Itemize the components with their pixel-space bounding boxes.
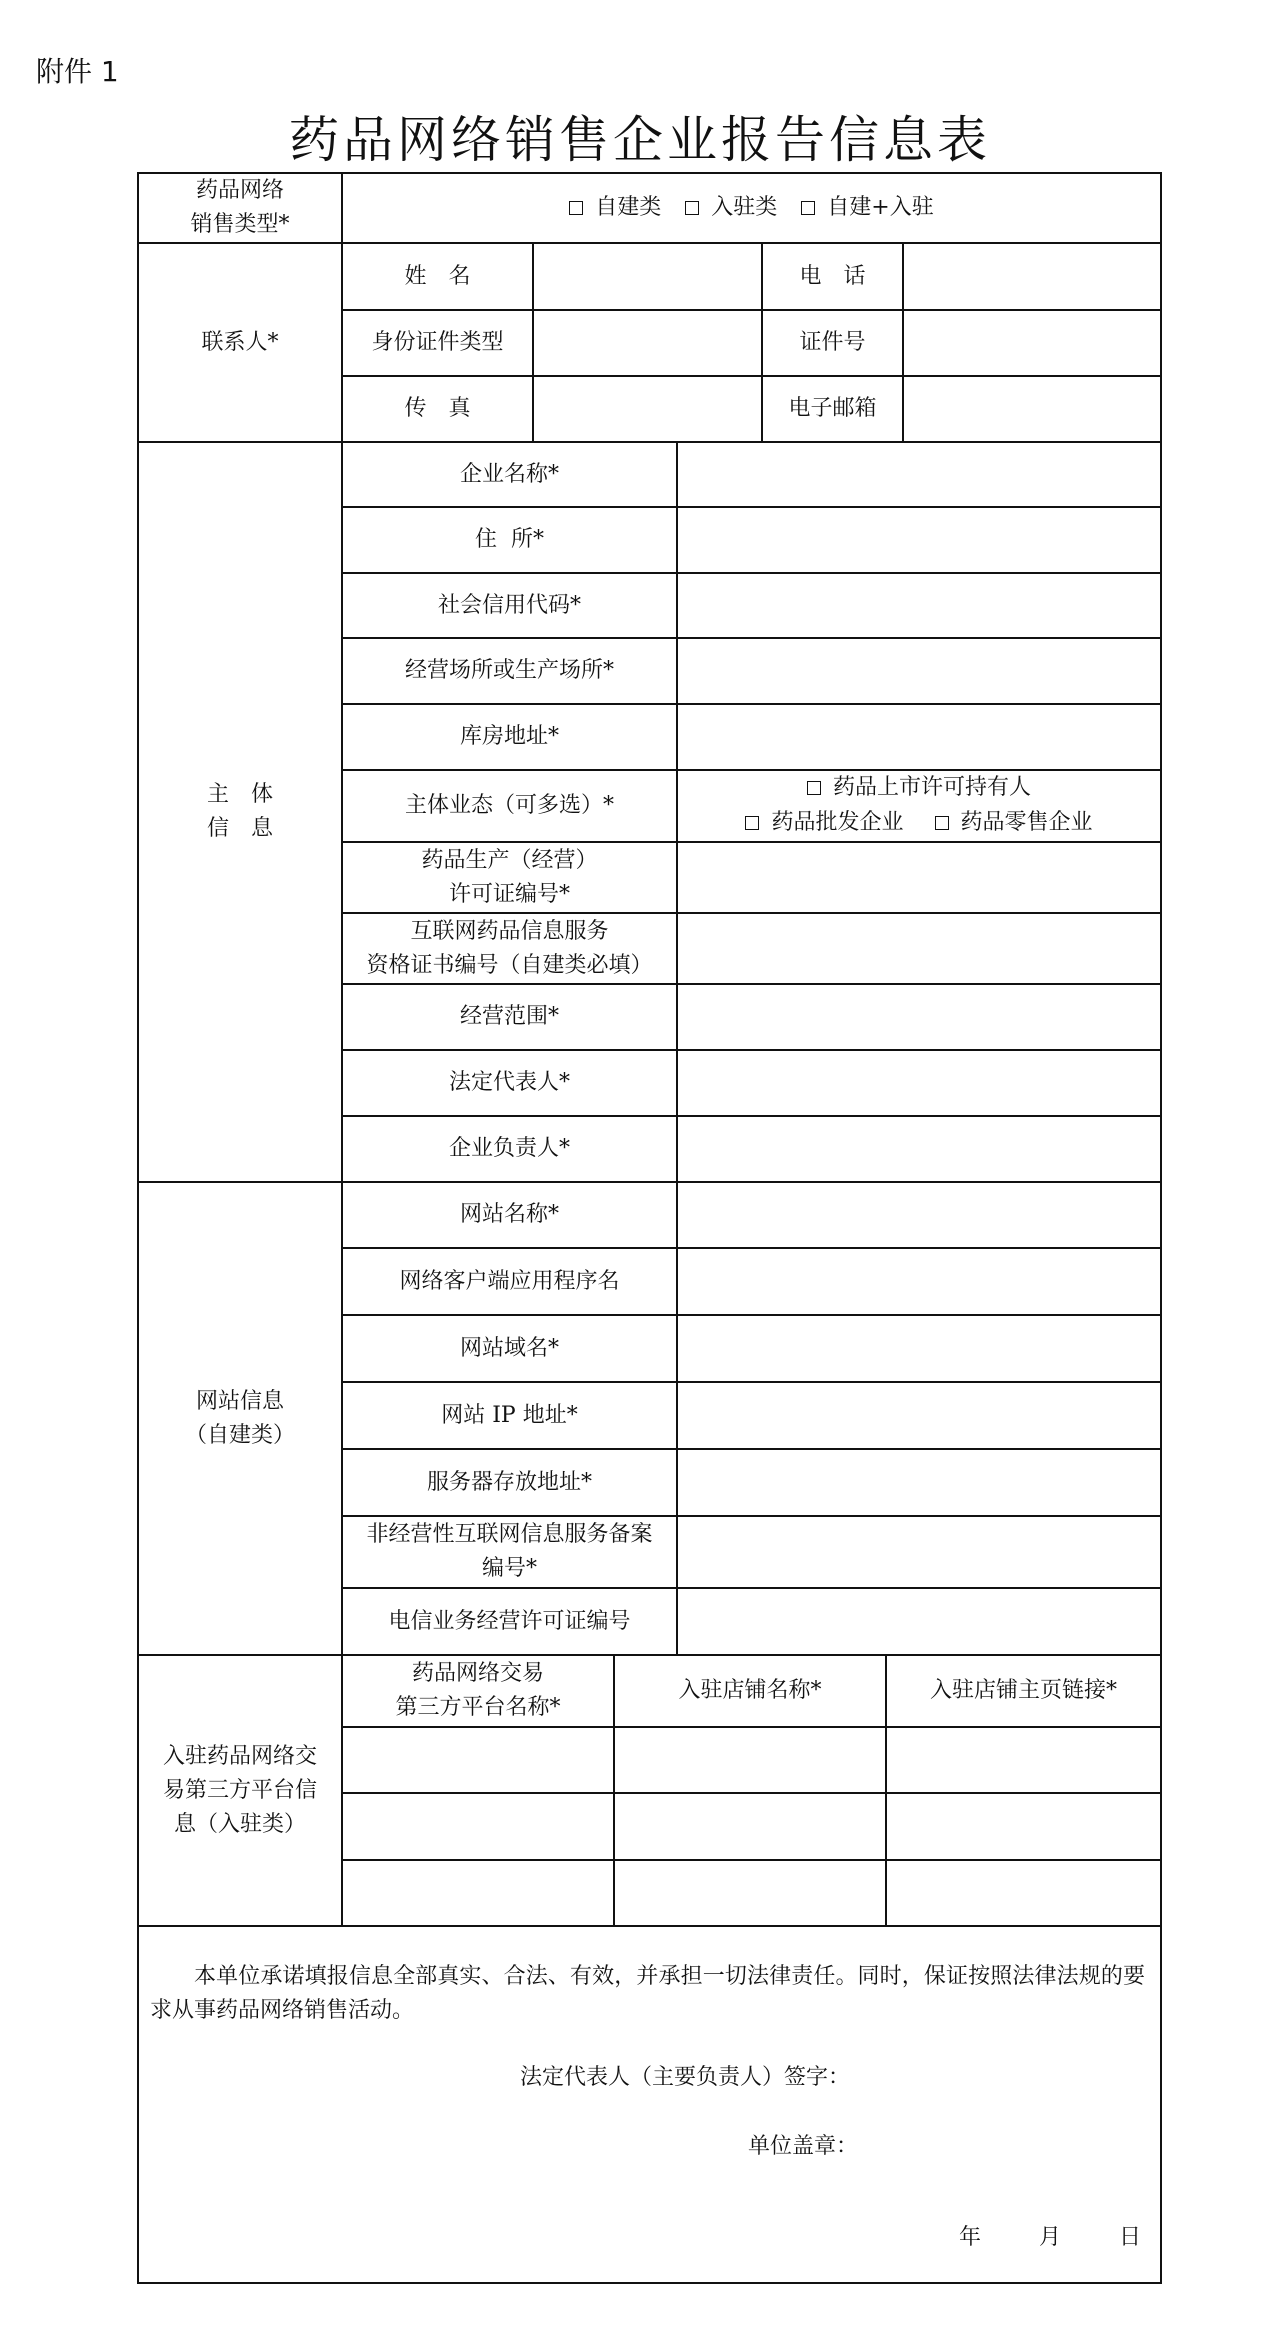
contact-email-field[interactable] <box>903 376 1161 442</box>
entity-field-principal: 企业负责人* <box>448 1136 570 1161</box>
type-options <box>342 173 1161 243</box>
contact-name-field[interactable] <box>533 243 762 310</box>
website-section-label: 网站信息 （自建类） <box>184 1388 295 1448</box>
website-field-name: 网站名称* <box>459 1202 559 1227</box>
contact-fax-field[interactable] <box>533 376 762 442</box>
license-no-input[interactable] <box>677 842 1161 913</box>
type-label: 药品网络 销售类型* <box>190 178 290 237</box>
attachment-label: 附件 1 <box>36 55 119 88</box>
icp-record-input[interactable] <box>677 1516 1161 1588</box>
option-label: 药品上市许可持有人 <box>832 775 1031 800</box>
date-day: 日 <box>1118 2225 1141 2250</box>
contact-fax-label: 传 真 <box>404 396 471 421</box>
ip-input[interactable] <box>677 1382 1161 1449</box>
app-name-input[interactable] <box>677 1248 1161 1315</box>
entity-field-license-no: 药品生产（经营） 许可证编号* <box>421 847 598 907</box>
address-input[interactable] <box>677 507 1161 573</box>
contact-label: 联系人* <box>201 329 279 355</box>
telecom-license-input[interactable] <box>677 1588 1161 1655</box>
company-name-input[interactable] <box>677 442 1161 507</box>
date-year: 年 <box>958 2225 981 2250</box>
entity-field-warehouse: 库房地址* <box>459 724 559 749</box>
website-field-icp-record: 非经营性互联网信息服务备案 编号* <box>366 1522 653 1581</box>
business-scope-input[interactable] <box>677 984 1161 1050</box>
signature-label: 法定代表人（主要负责人）签字： <box>520 2065 851 2090</box>
platform-header-shop-name: 入驻店铺名称* <box>678 1678 822 1703</box>
website-field-server-location: 服务器存放地址* <box>426 1469 592 1495</box>
date-month: 月 <box>1038 2225 1061 2250</box>
entity-field-internet-cert-no: 互联网药品信息服务 资格证书编号（自建类必填） <box>366 918 653 978</box>
entity-field-company-name: 企业名称* <box>459 461 559 487</box>
option-label: 入驻类 <box>711 195 778 220</box>
website-field-ip: 网站 IP 地址* <box>441 1402 578 1428</box>
checkbox-icon[interactable] <box>807 781 821 795</box>
contact-phone-label: 电 话 <box>799 263 866 289</box>
platform-header-name: 药品网络交易 第三方平台名称* <box>395 1661 561 1720</box>
entity-field-legal-rep: 法定代表人* <box>448 1070 570 1095</box>
platform-row-3-link[interactable] <box>886 1860 1161 1926</box>
legal-rep-input[interactable] <box>677 1050 1161 1116</box>
contact-email-label: 电子邮箱 <box>788 396 877 421</box>
credit-code-input[interactable] <box>677 573 1161 638</box>
business-option-wholesale[interactable] <box>745 806 903 840</box>
server-location-input[interactable] <box>677 1449 1161 1516</box>
checkbox-icon[interactable] <box>801 201 815 215</box>
domain-input[interactable] <box>677 1315 1161 1382</box>
entity-section-label: 主 体 信 息 <box>206 782 273 841</box>
entity-field-business-scope: 经营范围* <box>459 1004 559 1029</box>
platform-row-1-shop[interactable] <box>614 1727 886 1793</box>
platform-row-3-name[interactable] <box>342 1860 614 1926</box>
business-type-options <box>677 770 1161 842</box>
website-field-domain: 网站域名* <box>459 1335 559 1361</box>
platform-row-1-name[interactable] <box>342 1727 614 1793</box>
contact-id-no-label: 证件号 <box>799 330 866 355</box>
contact-id-type-field[interactable] <box>533 310 762 376</box>
platform-row-2-link[interactable] <box>886 1793 1161 1860</box>
platform-row-3-shop[interactable] <box>614 1860 886 1926</box>
seal-label: 单位盖章： <box>748 2134 859 2159</box>
contact-phone-field[interactable] <box>903 243 1161 310</box>
checkbox-icon[interactable] <box>935 816 949 830</box>
option-label: 药品零售企业 <box>960 810 1093 835</box>
platform-header-shop-link: 入驻店铺主页链接* <box>929 1678 1117 1703</box>
entity-field-credit-code: 社会信用代码* <box>437 592 581 618</box>
form-title: 药品网络销售企业报告信息表 <box>289 111 991 169</box>
platform-row-2-shop[interactable] <box>614 1793 886 1860</box>
contact-name-label: 姓 名 <box>404 263 471 289</box>
contact-id-type-label: 身份证件类型 <box>371 330 504 355</box>
type-option-settled[interactable] <box>685 191 777 225</box>
option-label: 药品批发企业 <box>771 810 904 835</box>
website-field-telecom-license: 电信业务经营许可证编号 <box>388 1608 631 1634</box>
option-label: 自建类 <box>595 195 662 220</box>
platform-row-2-name[interactable] <box>342 1793 614 1860</box>
entity-field-business-premises: 经营场所或生产场所* <box>404 658 614 683</box>
platform-section-label: 入驻药品网络交 易第三方平台信 息（入驻类） <box>162 1743 317 1837</box>
principal-input[interactable] <box>677 1116 1161 1182</box>
checkbox-icon[interactable] <box>569 201 583 215</box>
business-premises-input[interactable] <box>677 638 1161 704</box>
website-name-input[interactable] <box>677 1182 1161 1248</box>
type-option-both[interactable] <box>801 191 933 225</box>
checkbox-icon[interactable] <box>685 201 699 215</box>
business-option-mah[interactable] <box>807 771 1031 805</box>
checkbox-icon[interactable] <box>745 816 759 830</box>
option-label: 自建+入驻 <box>827 195 934 220</box>
pledge-text: 本单位承诺填报信息全部真实、合法、有效，并承担一切法律责任。同时，保证按照法律法规的要求从事药品网络销售活动。 <box>150 1964 1145 2023</box>
contact-id-no-field[interactable] <box>903 310 1161 376</box>
warehouse-input[interactable] <box>677 704 1161 770</box>
entity-field-business-type: 主体业态（可多选）* <box>404 793 614 818</box>
business-option-retail[interactable] <box>935 806 1093 840</box>
platform-row-1-link[interactable] <box>886 1727 1161 1793</box>
entity-field-address: 住 所* <box>475 527 544 552</box>
website-field-app-name: 网络客户端应用程序名 <box>399 1268 620 1294</box>
type-option-self-built[interactable] <box>569 191 661 225</box>
internet-cert-no-input[interactable] <box>677 913 1161 984</box>
